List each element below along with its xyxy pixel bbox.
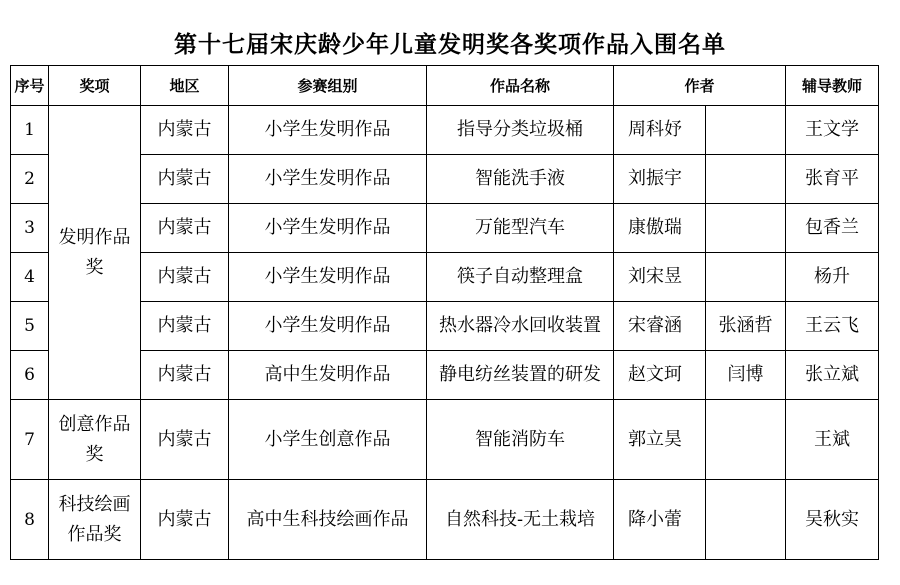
row-author-1: 赵文珂 — [614, 351, 706, 400]
table-row — [11, 253, 879, 302]
award-label-line: 科技绘画 — [58, 493, 131, 515]
header-group: 参赛组别 — [229, 66, 427, 106]
row-no: 1 — [11, 106, 49, 155]
table-row — [11, 204, 879, 253]
row-author-2 — [706, 204, 786, 253]
row-author-1: 周科妤 — [614, 106, 706, 155]
row-group: 小学生发明作品 — [229, 302, 427, 351]
row-author-2 — [706, 400, 786, 480]
award-label-line: 作品奖 — [67, 523, 122, 545]
row-group: 小学生发明作品 — [229, 155, 427, 204]
table-row — [11, 302, 879, 351]
row-work: 指导分类垃圾桶 — [427, 106, 614, 155]
row-no: 4 — [11, 253, 49, 302]
row-teacher: 张立斌 — [786, 351, 879, 400]
award-creative — [49, 400, 141, 480]
header-work: 作品名称 — [427, 66, 614, 106]
row-teacher: 包香兰 — [786, 204, 879, 253]
row-group: 高中生发明作品 — [229, 351, 427, 400]
row-work: 自然科技-无土栽培 — [427, 480, 614, 560]
row-no: 6 — [11, 351, 49, 400]
row-group: 小学生发明作品 — [229, 204, 427, 253]
row-teacher: 王云飞 — [786, 302, 879, 351]
row-author-2 — [706, 480, 786, 560]
award-label-line: 创意作品 — [58, 413, 131, 435]
row-author-2 — [706, 106, 786, 155]
row-teacher: 张育平 — [786, 155, 879, 204]
row-teacher: 吴秋实 — [786, 480, 879, 560]
row-region: 内蒙古 — [141, 106, 229, 155]
row-group: 高中生科技绘画作品 — [229, 480, 427, 560]
award-invention — [49, 106, 141, 400]
page-title: 第十七届宋庆龄少年儿童发明奖各奖项作品入围名单 — [174, 32, 726, 58]
row-author-1: 郭立昊 — [614, 400, 706, 480]
table-header-row — [11, 66, 879, 106]
row-author-2 — [706, 155, 786, 204]
row-teacher: 王斌 — [786, 400, 879, 480]
row-author-2 — [706, 253, 786, 302]
row-region: 内蒙古 — [141, 400, 229, 480]
row-teacher: 杨升 — [786, 253, 879, 302]
header-teacher: 辅导教师 — [786, 66, 879, 106]
row-work: 热水器冷水回收装置 — [427, 302, 614, 351]
row-no: 5 — [11, 302, 49, 351]
table-row — [11, 106, 879, 155]
row-no: 8 — [11, 480, 49, 560]
row-author-1: 降小蕾 — [614, 480, 706, 560]
row-work: 筷子自动整理盒 — [427, 253, 614, 302]
table-row — [11, 480, 879, 560]
row-author-1: 宋睿涵 — [614, 302, 706, 351]
row-region: 内蒙古 — [141, 351, 229, 400]
header-award: 奖项 — [49, 66, 141, 106]
table-row — [11, 351, 879, 400]
row-region: 内蒙古 — [141, 155, 229, 204]
row-work: 静电纺丝装置的研发 — [427, 351, 614, 400]
table-row — [11, 155, 879, 204]
row-no: 7 — [11, 400, 49, 480]
row-region: 内蒙古 — [141, 302, 229, 351]
row-author-1: 刘宋昱 — [614, 253, 706, 302]
award-tech-drawing — [49, 480, 141, 560]
row-no: 3 — [11, 204, 49, 253]
row-work: 万能型汽车 — [427, 204, 614, 253]
row-region: 内蒙古 — [141, 253, 229, 302]
row-group: 小学生发明作品 — [229, 253, 427, 302]
nominee-table — [10, 65, 879, 560]
table-row — [11, 400, 879, 480]
row-author-2: 闫博 — [706, 351, 786, 400]
row-group: 小学生创意作品 — [229, 400, 427, 480]
row-region: 内蒙古 — [141, 204, 229, 253]
row-teacher: 王文学 — [786, 106, 879, 155]
header-no: 序号 — [11, 66, 49, 106]
award-label-line: 奖 — [85, 256, 104, 278]
row-no: 2 — [11, 155, 49, 204]
header-region: 地区 — [141, 66, 229, 106]
row-work: 智能消防车 — [427, 400, 614, 480]
row-group: 小学生发明作品 — [229, 106, 427, 155]
award-label-line: 发明作品 — [58, 226, 131, 248]
row-work: 智能洗手液 — [427, 155, 614, 204]
row-author-1: 康傲瑞 — [614, 204, 706, 253]
row-author-2: 张涵哲 — [706, 302, 786, 351]
row-author-1: 刘振宇 — [614, 155, 706, 204]
header-author: 作者 — [614, 66, 786, 106]
award-label-line: 奖 — [85, 443, 104, 465]
row-region: 内蒙古 — [141, 480, 229, 560]
